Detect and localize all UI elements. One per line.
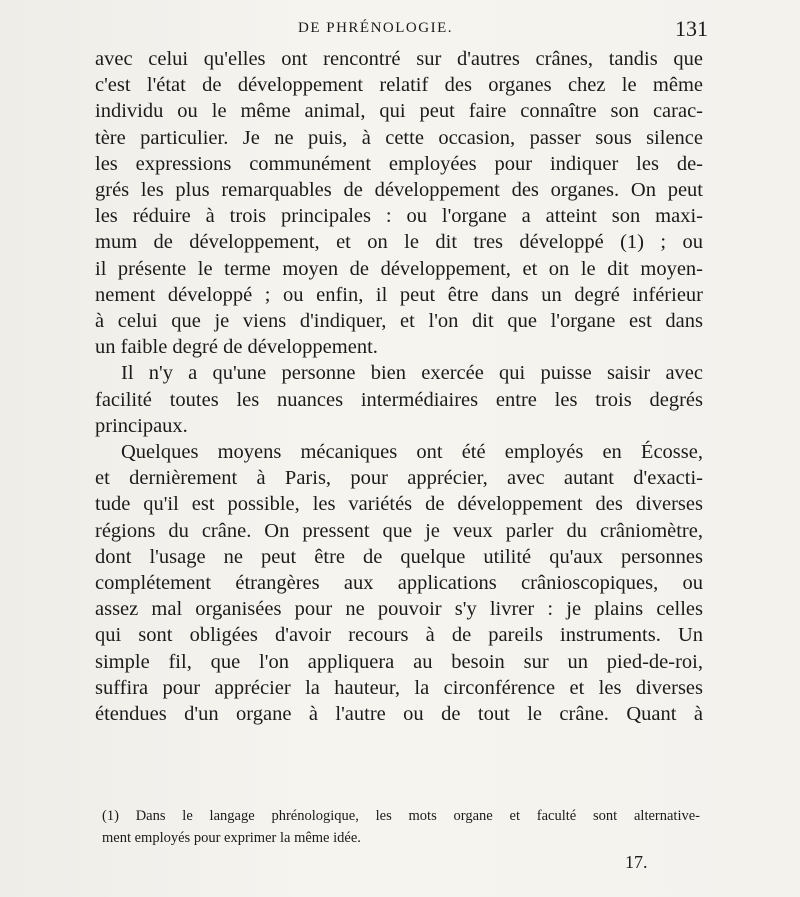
text-line: principaux. [95, 414, 188, 437]
text-line: un faible degré de développement. [95, 336, 378, 359]
text-line: tère particulier. Je ne puis, à cette occasion, passer sous silence [95, 126, 703, 149]
text-line: dont l'usage ne peut être de quelque utilité qu'aux personnes [95, 545, 703, 568]
text-line: et dernièrement à Paris, pour apprécier, avec autant d'exacti- [95, 467, 703, 490]
text-line: simple fil, que l'on appliquera au besoin sur un pied-de-roi, [95, 650, 703, 673]
text-line: nement développé ; ou enfin, il peut être dans un degré inférieur [95, 283, 703, 306]
text-line: grés les plus remarquables de développement des organes. On peut [95, 179, 703, 202]
text-line: individu ou le même animal, qui peut faire connaître son carac- [95, 100, 703, 123]
text-line: étendues d'un organe à l'autre ou de tout le crâne. Quant à [95, 703, 703, 726]
signature-mark: 17. [625, 852, 648, 872]
text-line: les expressions communément employées pour indiquer les de- [95, 152, 703, 175]
text-line: avec celui qu'elles ont rencontré sur d'autres crânes, tandis que [95, 48, 703, 70]
text-line: assez mal organisées pour ne pouvoir s'y livrer : je plains celles [95, 598, 703, 621]
text-line: facilité toutes les nuances intermédiaires entre les trois degrés [95, 388, 703, 411]
page-number: 131 [675, 16, 708, 41]
text-line: Il n'y a qu'une personne bien exercée qui puisse saisir avec [121, 362, 703, 385]
text-line: régions du crâne. On pressent que je veux parler du crâniomètre, [95, 519, 703, 542]
text-line: tude qu'il est possible, les variétés de développement des diverses [95, 493, 703, 516]
footnote-line: ment employés pour exprimer la même idée. [102, 830, 361, 846]
page-header [88, 16, 708, 42]
text-line: complétement étrangères aux applications crânioscopiques, ou [95, 572, 703, 595]
text-line: mum de développement, et on le dit tres développé (1) ; ou [95, 231, 703, 254]
text-line: c'est l'état de développement relatif des organes chez le même [95, 74, 703, 97]
running-title: DE PHRÉNOLOGIE. [298, 20, 453, 36]
text-line: suffira pour apprécier la hauteur, la circonférence et les diverses [95, 676, 703, 699]
footnote-line: (1) Dans le langage phrénologique, les mots organe et faculté sont alternative- [102, 808, 700, 824]
text-line: Quelques moyens mécaniques ont été employés en Écosse, [121, 441, 703, 464]
text-line: qui sont obligées d'avoir recours à de pareils instruments. Un [95, 624, 703, 647]
body-text [95, 46, 703, 727]
text-line: à celui que je viens d'indiquer, et l'on dit que l'organe est dans [95, 310, 703, 333]
footnote [102, 805, 700, 849]
text-line: il présente le terme moyen de développement, et on le dit moyen- [95, 257, 703, 280]
text-line: les réduire à trois principales : ou l'organe a atteint son maxi- [95, 205, 703, 228]
